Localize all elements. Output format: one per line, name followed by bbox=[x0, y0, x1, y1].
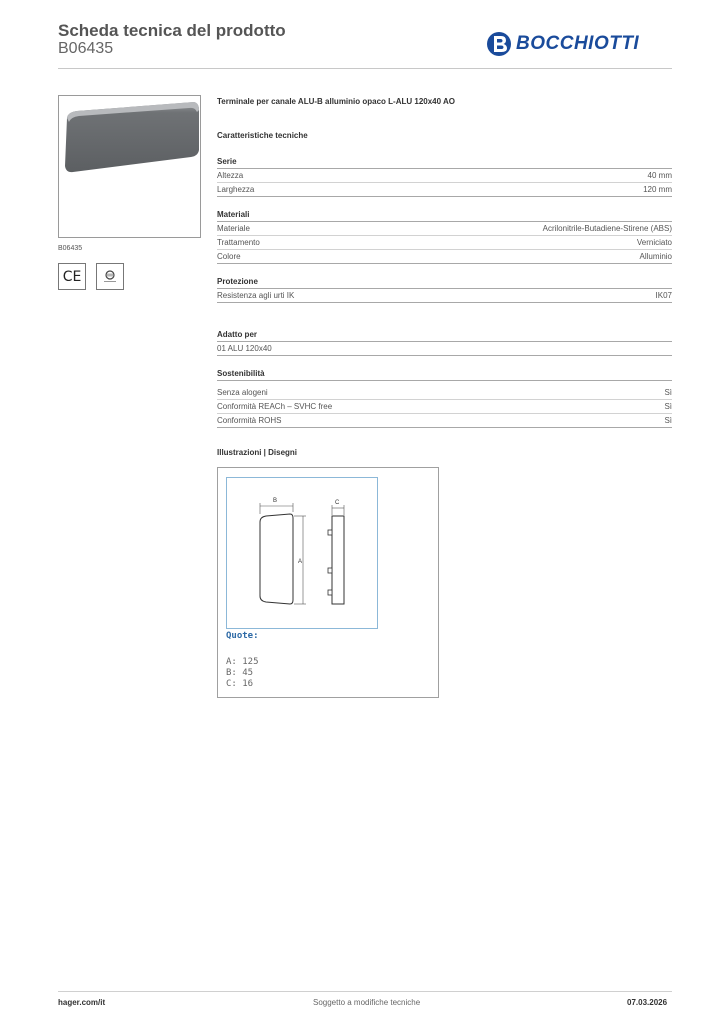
imq-mark-icon bbox=[99, 267, 121, 287]
quote-title: Quote: bbox=[226, 631, 259, 641]
spec-value: IK07 bbox=[655, 291, 672, 300]
technical-drawing bbox=[226, 477, 378, 629]
quote-line: A: 125 bbox=[226, 657, 259, 667]
quote-line: B: 45 bbox=[226, 668, 254, 678]
section-heading-protezione: Protezione bbox=[217, 277, 672, 289]
dimension-drawing-icon bbox=[227, 478, 376, 627]
spec-label: Materiale bbox=[217, 224, 250, 233]
spec-row bbox=[217, 414, 672, 428]
spec-label: Conformità REACh – SVHC free bbox=[217, 402, 333, 411]
brand-logo bbox=[486, 29, 639, 59]
spec-row bbox=[217, 183, 672, 197]
section-heading-sostenibilita: Sostenibilità bbox=[217, 369, 672, 381]
spec-row bbox=[217, 289, 672, 303]
product-title: Terminale per canale ALU-B alluminio opaco L-ALU 120x40 AO bbox=[217, 97, 455, 106]
spec-label: Resistenza agli urti IK bbox=[217, 291, 295, 300]
spec-label: Larghezza bbox=[217, 185, 255, 194]
spec-label: Altezza bbox=[217, 171, 244, 180]
spec-value: 40 mm bbox=[647, 171, 672, 180]
header-divider bbox=[58, 68, 672, 69]
footer-divider bbox=[58, 991, 672, 992]
spec-value: Sì bbox=[664, 388, 672, 397]
illustrations-heading: Illustrazioni | Disegni bbox=[217, 448, 298, 457]
quote-line: C: 16 bbox=[226, 679, 254, 689]
page-title: Scheda tecnica del prodotto bbox=[58, 21, 286, 40]
spec-value: Sì bbox=[664, 416, 672, 425]
spec-row bbox=[217, 236, 672, 250]
spec-label: Trattamento bbox=[217, 238, 260, 247]
footer-date: 07.03.2026 bbox=[627, 998, 668, 1007]
ce-mark bbox=[58, 263, 86, 290]
spec-row bbox=[217, 342, 672, 356]
imq-mark bbox=[96, 263, 124, 290]
end-cap-product-photo bbox=[59, 96, 200, 237]
spec-value: Acrilonitrile-Butadiene-Stirene (ABS) bbox=[542, 224, 672, 233]
dim-label-b: B bbox=[273, 498, 278, 504]
product-code-small: B06435 bbox=[58, 245, 83, 252]
spec-row bbox=[217, 250, 672, 264]
section-heading-adatto: Adatto per bbox=[217, 330, 672, 342]
spec-value: Sì bbox=[664, 402, 672, 411]
bocchiotti-logo-icon bbox=[486, 30, 512, 58]
spec-row bbox=[217, 386, 672, 400]
spec-row bbox=[217, 169, 672, 183]
spec-row bbox=[217, 222, 672, 236]
spec-value: Alluminio bbox=[639, 252, 672, 261]
product-code: B06435 bbox=[58, 40, 114, 57]
spec-value: Verniciato bbox=[636, 238, 672, 247]
section-heading-materiali: Materiali bbox=[217, 210, 672, 222]
brand-name: BOCCHIOTTI bbox=[516, 33, 640, 54]
spec-label: Colore bbox=[217, 252, 241, 261]
spec-value: 120 mm bbox=[643, 185, 672, 194]
footer-disclaimer: Soggetto a modifiche tecniche bbox=[313, 998, 421, 1007]
ce-mark-text: CE bbox=[62, 268, 82, 285]
technical-drawing-box bbox=[217, 467, 439, 698]
product-image bbox=[58, 95, 201, 238]
footer-website-link[interactable]: hager.com/it bbox=[58, 998, 106, 1007]
spec-label: Senza alogeni bbox=[217, 388, 268, 397]
spec-row bbox=[217, 400, 672, 414]
dim-label-a: A bbox=[298, 559, 303, 565]
features-heading: Caratteristiche tecniche bbox=[217, 131, 308, 140]
dim-label-c: C bbox=[335, 500, 340, 506]
spec-label: 01 ALU 120x40 bbox=[217, 344, 272, 353]
section-heading-serie: Serie bbox=[217, 157, 672, 169]
spec-label: Conformità ROHS bbox=[217, 416, 282, 425]
